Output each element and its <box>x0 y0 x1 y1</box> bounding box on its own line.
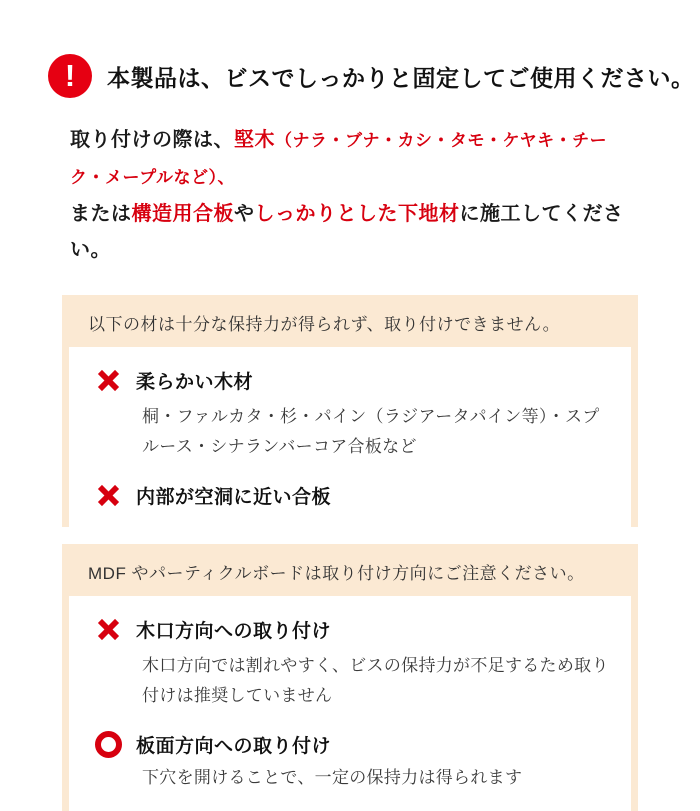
warning-box-body <box>69 596 631 811</box>
list-item-face-mounting <box>69 731 631 758</box>
intro-segment: または <box>70 203 132 225</box>
intro-segment-solid-base: しっかりとした下地材 <box>254 203 460 225</box>
list-item-title: 内部が空洞に近い合板 <box>136 487 332 508</box>
list-item-description: 下穴を開けることで、一定の保持力は得られます <box>142 768 523 787</box>
warning-box-body <box>69 347 631 527</box>
list-item-end-grain-mounting <box>69 616 631 643</box>
intro-segment-hardwood: 堅木 <box>234 129 275 151</box>
cross-icon <box>95 367 122 394</box>
cross-icon <box>95 482 122 509</box>
cross-icon <box>95 616 122 643</box>
circle-icon <box>95 731 122 758</box>
exclamation-circle-icon: ! <box>48 54 92 98</box>
list-item-title: 柔らかい木材 <box>136 372 254 393</box>
warning-box-header: MDF やパーティクルボードは取り付け方向にご注意ください。 <box>88 564 585 583</box>
list-item-title: 板面方向への取り付け <box>136 736 332 757</box>
install-instruction-paragraph <box>70 122 640 268</box>
list-item-title: 木口方向への取り付け <box>136 621 332 642</box>
title-row <box>48 54 700 98</box>
list-item-soft-wood <box>69 367 631 394</box>
list-item-hollow-plywood <box>69 482 631 509</box>
intro-segment: 取り付けの際は、 <box>70 129 234 151</box>
page-title: 本製品は、ビスでしっかりと固定してご使用ください。 <box>107 64 695 91</box>
warning-box-mdf-direction <box>62 544 638 811</box>
intro-segment-hardwood-examples: （ナラ・ブナ・カシ・タモ・ケヤキ・チーク・メープルなど）、 <box>70 131 608 187</box>
notice-page <box>0 54 700 811</box>
intro-segment: に施工してください。 <box>70 203 624 261</box>
intro-segment: や <box>234 203 255 225</box>
intro-segment-structural-plywood: 構造用合板 <box>131 203 234 225</box>
list-item-description: 桐・ファルカタ・杉・パイン（ラジアータパイン等）・スプルース・シナランバーコア合板など <box>142 407 600 456</box>
list-item-description: 木口方向では割れやすく、ビスの保持力が不足するため取り付けは推奨していません <box>142 656 609 705</box>
warning-box-header: 以下の材は十分な保持力が得られず、取り付けできません。 <box>88 315 561 334</box>
warning-box-unsuitable-materials <box>62 295 638 527</box>
